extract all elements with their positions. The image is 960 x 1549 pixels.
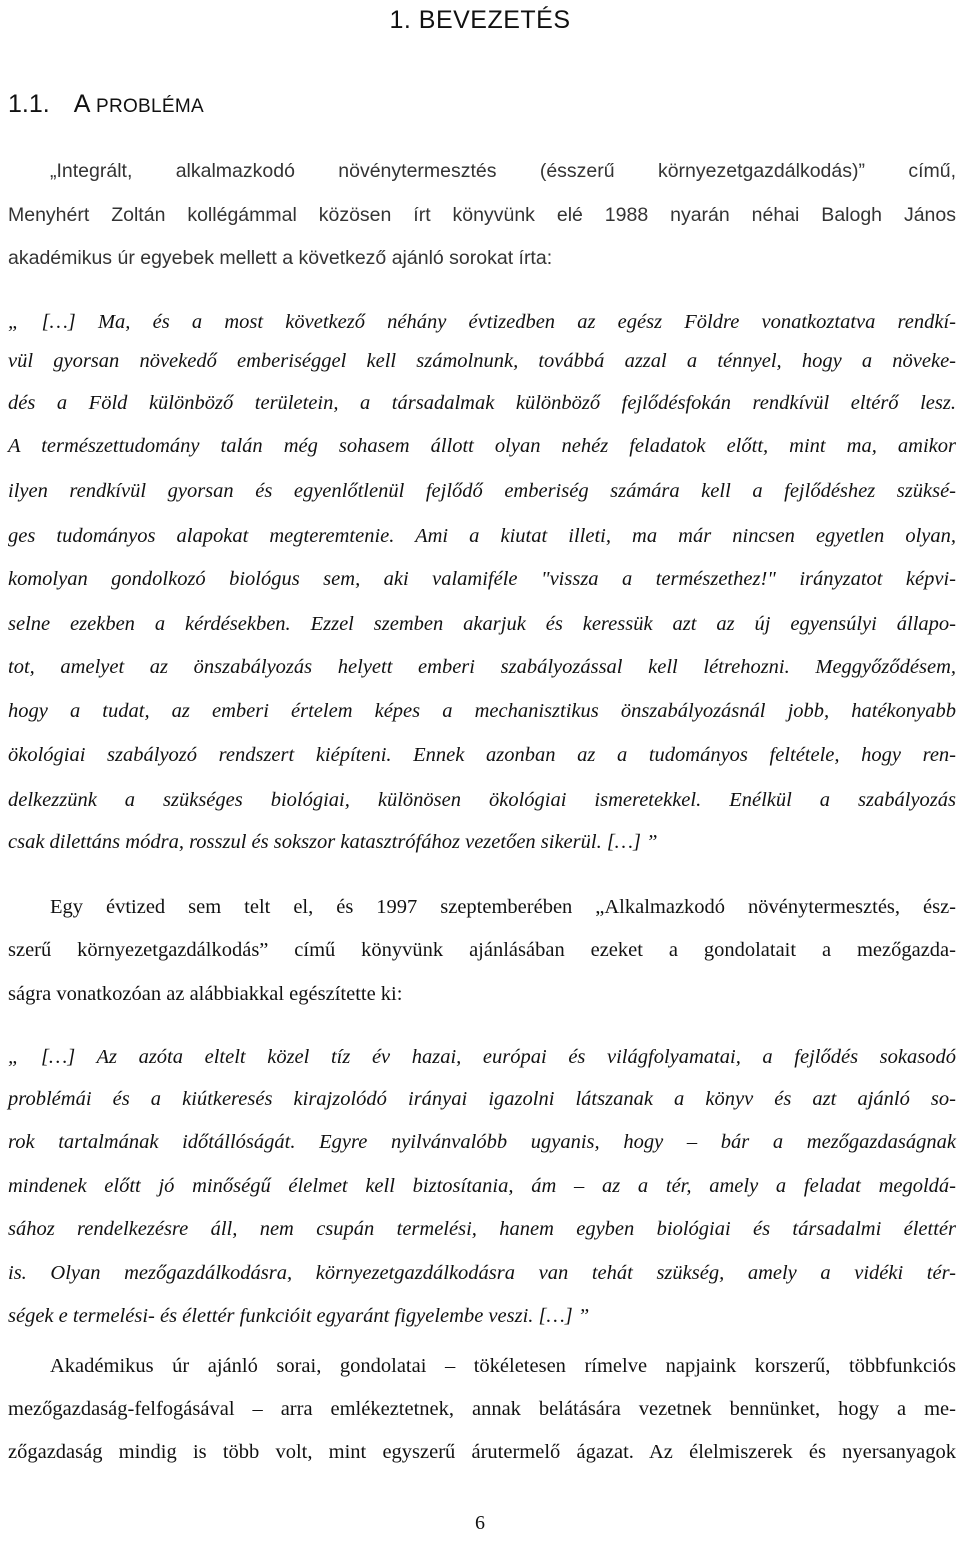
quote1-line: selne ezekben a kérdésekben. Ezzel szemben akarjuk és keressük azt az új egyensúlyi állapo-	[8, 613, 956, 635]
intro-line: „Integrált, alkalmazkodó növénytermesztés (ésszerű környezetgazdálkodás)” című,	[50, 160, 956, 182]
quote1-line: ilyen rendkívül gyorsan és egyenlőtlenül fejlődő emberiség számára kell a fejlődéshez szüksé-	[8, 480, 956, 502]
section-rest: PROBLÉMA	[90, 96, 204, 117]
quote2-line: is. Olyan mezőgazdálkodásra, környezetgazdálkodásra van tehát szükség, amely a vidéki tér-	[8, 1262, 956, 1284]
paragraph2-line: ságra vonatkozóan az alábbiakkal egészítette ki:	[8, 983, 403, 1005]
quote1-line: komolyan gondolkozó biológus sem, aki valamiféle "vissza a természethez!" irányzatot képvi-	[8, 568, 956, 590]
quote2-line: rok tartalmának időtállóságát. Egyre nyilvánvalóbb ugyanis, hogy – bár a mezőgazdaságnak	[8, 1131, 956, 1153]
quote2-line: sához rendelkezésre áll, nem csupán termelési, hanem egyben biológiai és társadalmi élettér	[8, 1218, 956, 1240]
paragraph3-line: zőgazdaság mindig is több volt, mint egyszerű árutermelő ágazat. Az élelmiszerek és nyersanyagok	[8, 1441, 956, 1463]
paragraph3-line: mezőgazdaság-felfogásával – arra emlékeztetnek, annak belátására vezetnek bennünket, hogy a me-	[8, 1398, 956, 1420]
section-number: 1.1.	[8, 90, 50, 118]
quote1-line: csak dilettáns módra, rosszul és sokszor katasztrófához vezetően sikerül. […] ”	[8, 831, 658, 853]
section-initial: A	[73, 90, 91, 118]
quote1-line: „ […] Ma, és a most következő néhány évtizedben az egész Földre vonatkoztatva rendkí-	[8, 311, 956, 333]
quote2-line: problémái és a kiútkeresés kirajzolódó irányai igazolni látszanak a könyv és azt ajánló so-	[8, 1088, 956, 1110]
quote1-line: ökológiai szabályozó rendszert kiépíteni. Ennek azonban az a tudományos feltétele, hogy ren-	[8, 744, 956, 766]
quote1-line: hogy a tudat, az emberi értelem képes a mechanisztikus önszabályozásnál jobb, hatékonyabb	[8, 700, 956, 722]
intro-line: akadémikus úr egyebek mellett a következő ajánló sorokat írta:	[8, 247, 553, 269]
quote1-line: vül gyorsan növekedő emberiséggel kell számolnunk, továbbá azzal a ténnyel, hogy a növeke-	[8, 350, 956, 372]
paragraph2-line: Egy évtized sem telt el, és 1997 szeptemberében „Alkalmazkodó növénytermesztés, ész-	[50, 896, 956, 918]
quote1-line: tot, amelyet az önszabályozás helyett emberi szabályozással kell létrehozni. Meggyőződésem,	[8, 656, 956, 678]
paragraph2-line: szerű környezetgazdálkodás” című könyvünk ajánlásában ezeket a gondolatait a mezőgazda-	[8, 939, 956, 961]
intro-line: Menyhért Zoltán kollégámmal közösen írt könyvünk elé 1988 nyarán néhai Balogh János	[8, 204, 956, 226]
chapter-title: 1. BEVEZETÉS	[389, 6, 571, 34]
paragraph3-line: Akadémikus úr ajánló sorai, gondolatai – tökéletesen rímelve napjaink korszerű, többfunkciós	[50, 1355, 956, 1377]
quote2-line: „ […] Az azóta eltelt közel tíz év hazai, európai és világfolyamatai, a fejlődés sokasodó	[8, 1046, 956, 1068]
quote1-line: dés a Föld különböző területein, a társadalmak különböző fejlődésfokán rendkívül eltérő lesz.	[8, 392, 956, 414]
quote2-line: ségek e termelési- és élettér funkcióit egyaránt figyelembe veszi. […] ”	[8, 1305, 590, 1327]
section-title	[8, 90, 204, 119]
quote2-line: mindenek előtt jó minőségű élelmet kell biztosítania, ám – az a tér, amely a feladat megoldá-	[8, 1175, 956, 1197]
quote1-line: A természettudomány talán még sohasem állott olyan nehéz feladatok előtt, mint ma, amikor	[8, 435, 956, 457]
quote1-line: delkezzünk a szükséges biológiai, különösen ökológiai ismeretekkel. Enélkül a szabályozás	[8, 789, 956, 811]
page-number: 6	[475, 1512, 485, 1534]
quote1-line: ges tudományos alapokat megteremtenie. Ami a kiutat illeti, ma már nincsen egyetlen olyan,	[8, 525, 956, 547]
